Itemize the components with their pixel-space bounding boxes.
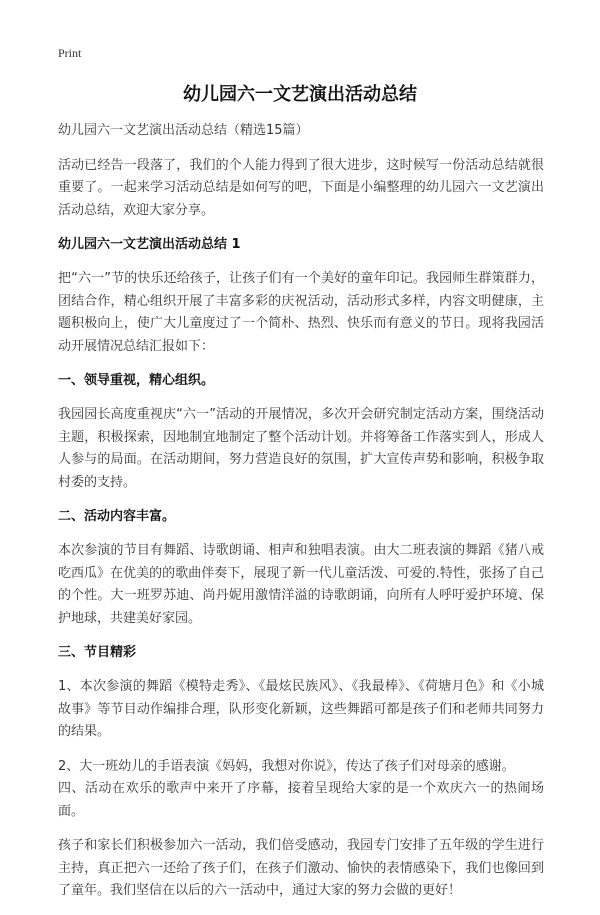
- subheading-content: 二、活动内容丰富。: [58, 509, 176, 524]
- intro-paragraph: 活动已经告一段落了，我们的个人能力得到了很大进步，这时候写一份活动总结就很重要了。一起来学习活动总结是如何写的吧，下面是小编整理的幼儿园六一文艺演出活动总结，欢迎大家分享。: [58, 157, 544, 218]
- paragraph-programs-1: 1、本次参演的舞蹈《模特走秀》、《最炫民族风》、《我最棒》、《荷塘月色》和《小城故事》等节目动作编排合理，队形变化新颖，这些舞蹈可都是孩子们和老师共同努力的结果。: [58, 679, 544, 739]
- section-paragraph: 把“六一”节的快乐还给孩子，让孩子们有一个美好的童年印记。我园师生群策群力，团结合作，精心组织开展了丰富多彩的庆祝活动，活动形式多样，内容文明健康，主题积极向上，使广大儿童度过了一个简朴、热烈、快乐而有意义的节日。现将我园活动开展情况总结汇报如下：: [58, 271, 544, 354]
- section-heading: 幼儿园六一文艺演出活动总结 1: [58, 237, 241, 252]
- page-title: 幼儿园六一文艺演出活动总结: [183, 84, 417, 105]
- paragraph-programs-2: 2、大一班幼儿的手语表演《妈妈，我想对你说》，传达了孩子们对母亲的感谢。: [58, 758, 515, 774]
- document-subtitle: 幼儿园六一文艺演出活动总结（精选15篇）: [58, 123, 309, 138]
- paragraph-content: 本次参演的节目有舞蹈、诗歌朗诵、相声和独唱表演。由大二班表演的舞蹈《猪八戒吃西瓜》在优美的的歌曲伴奏下，展现了新一代儿童活泼、可爱的.特性，张扬了自己的个性。大一班罗苏迪、尚丹妮用激情洋溢的诗歌朗诵，向所有人呼吁爱护环境、保护地球，共建美好家园。: [58, 543, 544, 626]
- paragraph-programs-3: 四、活动在欢乐的歌声中来开了序幕，接着呈现给大家的是一个欢庆六一的热闹场面。: [58, 781, 544, 819]
- closing-paragraph: 孩子和家长们积极参加六一活动，我们倍受感动，我园专门安排了五年级的学生进行主持，真正把六一还给了孩子们，在孩子们激动、愉快的表情感染下，我们也像回到了童年。我们坚信在以后的六一活动中，通过大家的努力会做的更好！: [58, 838, 544, 898]
- paragraph-leadership: 我园园长高度重视庆“六一”活动的开展情况，多次开会研究制定活动方案，围绕活动主题，积极探索，因地制宜地制定了整个活动计划。并将筹备工作落实到人，形成人人参与的局面。在活动期间，努力营造良好的氛围，扩大宣传声势和影响，积极争取村委的支持。: [58, 407, 544, 490]
- print-label: Print: [58, 46, 82, 60]
- subheading-programs: 三、节目精彩: [58, 645, 137, 660]
- document-body: [58, 120, 544, 915]
- subheading-leadership: 一、领导重视，精心组织。: [58, 373, 215, 388]
